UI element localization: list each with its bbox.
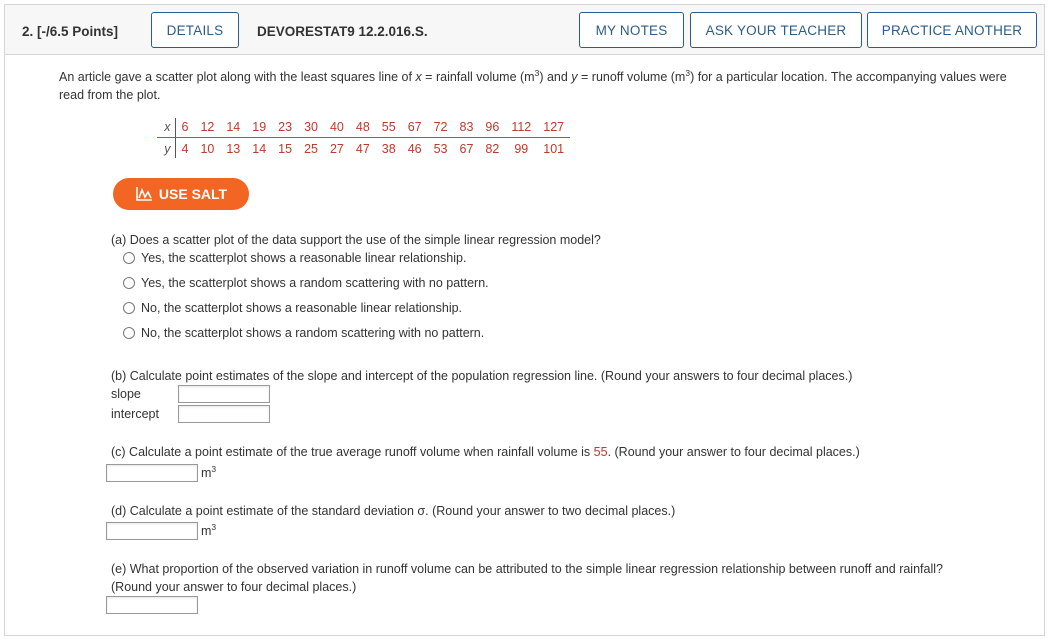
x-value-cell: 72 — [428, 118, 454, 138]
use-salt-label: USE SALT — [158, 186, 228, 202]
rainfall-value: 55 — [593, 445, 608, 459]
intro-part1: An article gave a scatter plot along with the least squares line of — [59, 70, 416, 84]
part-d-question: (d) Calculate a point estimate of the standard deviation σ. (Round your answer to two decimal places.) — [111, 504, 676, 518]
radio-button[interactable] — [123, 327, 135, 339]
part-e-question — [111, 560, 1036, 596]
part-c-input[interactable] — [106, 464, 198, 482]
part-c-question — [111, 443, 860, 461]
x-value-cell: 30 — [298, 118, 324, 138]
part-d-input[interactable] — [106, 522, 198, 540]
x-value-cell: 67 — [402, 118, 428, 138]
option-a2[interactable] — [123, 274, 489, 292]
x-value-cell: 14 — [220, 118, 246, 138]
part-b-question: (b) Calculate point estimates of the slope and intercept of the population regression line. (Round your answers to four decimal places.) — [111, 369, 853, 383]
y-value-cell: 99 — [514, 142, 529, 156]
y-value-cell: 101 — [543, 142, 565, 156]
y-value-cell: 13 — [226, 142, 241, 156]
intro-part3: ) and — [539, 70, 572, 84]
x-value-cell: 96 — [479, 118, 505, 138]
salt-chart-icon — [135, 186, 153, 202]
x-value-cell: 12 — [194, 118, 220, 138]
x-value-cell: 55 — [376, 118, 402, 138]
intro-part2: = rainfall volume (m — [421, 70, 535, 84]
part-e-line1: (e) What proportion of the observed variation in runoff volume can be attributed to the simple linear regression relationship between runoff and rainfall? — [111, 562, 943, 576]
y-value-cell: 46 — [407, 142, 422, 156]
option-a3[interactable] — [123, 299, 462, 317]
y-value-cell: 15 — [278, 142, 293, 156]
y-value-cell: 14 — [252, 142, 267, 156]
x-variable: x — [415, 70, 422, 84]
option-label: No, the scatterplot shows a random scattering with no pattern. — [141, 326, 485, 340]
part-d-unit: $m^3$ — [201, 521, 217, 538]
y-label: y — [157, 138, 175, 159]
part-c-text-post: . (Round your answer to four decimal places.) — [607, 445, 860, 459]
part-c-text-pre: (c) Calculate a point estimate of the true average runoff volume when rainfall volume is — [111, 445, 594, 459]
x-value-cell: 23 — [272, 118, 298, 138]
y-value-cell: 47 — [355, 142, 370, 156]
x-value-cell: 40 — [324, 118, 350, 138]
x-value-cell: 6 — [175, 118, 194, 138]
x-label: x — [157, 118, 175, 138]
unit-superscript: 3 — [685, 67, 691, 78]
y-value-cell: 82 — [485, 142, 500, 156]
option-a1[interactable] — [123, 249, 466, 267]
part-e-line2: (Round your answer to four decimal places.) — [111, 580, 357, 594]
slope-label: slope — [111, 387, 141, 401]
y-row — [157, 138, 570, 159]
y-variable: y — [571, 70, 578, 84]
option-label: Yes, the scatterplot shows a reasonable linear relationship. — [141, 251, 467, 265]
x-row — [157, 118, 570, 138]
intro-part5: ) for a particular location. The accompanying values were read from the plot. — [59, 70, 1007, 102]
y-value-cell: 25 — [304, 142, 318, 156]
x-value-cell: 112 — [505, 118, 537, 138]
y-value-cell: 38 — [381, 142, 396, 156]
radio-button[interactable] — [123, 277, 135, 289]
my-notes-button[interactable]: MY NOTES — [579, 12, 684, 48]
unit-superscript: 3 — [534, 67, 540, 78]
option-label: No, the scatterplot shows a reasonable linear relationship. — [141, 301, 463, 315]
part-e-input[interactable] — [106, 596, 198, 614]
option-label: Yes, the scatterplot shows a random scattering with no pattern. — [141, 276, 489, 290]
y-value-cell: 67 — [459, 142, 474, 156]
x-value-cell: 83 — [454, 118, 480, 138]
intercept-label: intercept — [111, 407, 159, 421]
radio-button[interactable] — [123, 252, 135, 264]
intro-part4: = runoff volume (m — [577, 70, 686, 84]
question-frame — [4, 4, 1045, 636]
y-value-cell: 4 — [181, 142, 189, 156]
assignment-code: DEVORESTAT9 12.2.016.S. — [257, 24, 428, 39]
practice-another-button[interactable]: PRACTICE ANOTHER — [867, 12, 1037, 48]
slope-input[interactable] — [178, 385, 270, 403]
details-button[interactable]: DETAILS — [151, 12, 239, 48]
question-number: 2. [-/6.5 Points] — [22, 24, 119, 39]
intercept-input[interactable] — [178, 405, 270, 423]
option-a4[interactable] — [123, 324, 484, 342]
use-salt-button[interactable] — [113, 178, 249, 210]
intro-text — [59, 68, 1029, 104]
y-value-cell: 10 — [200, 142, 215, 156]
radio-button[interactable] — [123, 302, 135, 314]
x-value-cell: 48 — [350, 118, 376, 138]
part-a-question: (a) Does a scatter plot of the data support the use of the simple linear regression model? — [111, 233, 601, 247]
data-table — [157, 118, 570, 158]
question-header — [5, 5, 1044, 55]
x-value-cell: 19 — [246, 118, 272, 138]
y-value-cell: 27 — [329, 142, 344, 156]
y-value-cell: 53 — [433, 142, 448, 156]
ask-teacher-button[interactable]: ASK YOUR TEACHER — [690, 12, 862, 48]
part-c-unit: $m^3$ — [201, 463, 217, 480]
x-value-cell: 127 — [537, 118, 570, 138]
